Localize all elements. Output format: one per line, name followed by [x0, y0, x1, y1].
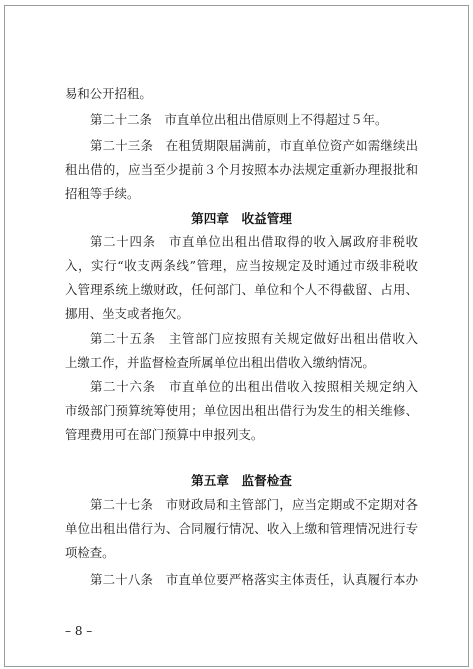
article-27-line-2: 单位出租出借行为、合同履行情况、收入上缴和管理情况进行专 [65, 521, 418, 536]
article-24-line-1: 第二十四条 市直单位出租出借取得的收入属政府非税收 [90, 234, 418, 249]
page-number: – 8 – [65, 624, 93, 638]
chapter-heading-5: 第五章 监督检查 [191, 473, 292, 488]
article-26-line-3: 管理费用可在部门预算中申报列支。 [65, 427, 264, 442]
text-line: 易和公开招租。 [65, 86, 152, 101]
article-22: 第二十二条 市直单位出租出借原则上不得超过５年。 [90, 112, 388, 127]
article-26-line-1: 第二十六条 市直单位的出租出借收入按照相关规定纳入 [90, 379, 418, 394]
article-23-line-1: 第二十三条 在租赁期限届满前，市直单位资产如需继续出 [90, 138, 418, 153]
article-23-line-2: 租出借的，应当至少提前３个月按照本办法规定重新办理报批和 [65, 162, 418, 177]
chapter-heading-4: 第四章 收益管理 [191, 211, 292, 226]
article-25-line-1: 第二十五条 主管部门应按照有关规定做好出租出借收入 [90, 331, 418, 346]
article-28-line-1: 第二十八条 市直单位要严格落实主体责任，认真履行本办 [90, 572, 418, 587]
article-23-line-3: 招租等手续。 [65, 186, 140, 201]
document-page [4, 5, 469, 667]
article-27-line-1: 第二十七条 市财政局和主管部门，应当定期或不定期对各 [90, 497, 418, 512]
article-25-line-2: 上缴工作，并监督检查所属单位出租出借收入缴纳情况。 [65, 355, 375, 370]
article-24-line-2: 入，实行“收支两条线”管理，应当按规定及时通过市级非税收 [65, 258, 418, 273]
article-26-line-2: 市级部门预算统筹使用；单位因出租出借行为发生的相关维修、 [65, 403, 418, 418]
article-27-line-3: 项检查。 [65, 545, 115, 560]
article-24-line-3: 入管理系统上缴财政，任何部门、单位和个人不得截留、占用、 [65, 282, 418, 297]
article-24-line-4: 挪用、坐支或者拖欠。 [65, 306, 189, 321]
